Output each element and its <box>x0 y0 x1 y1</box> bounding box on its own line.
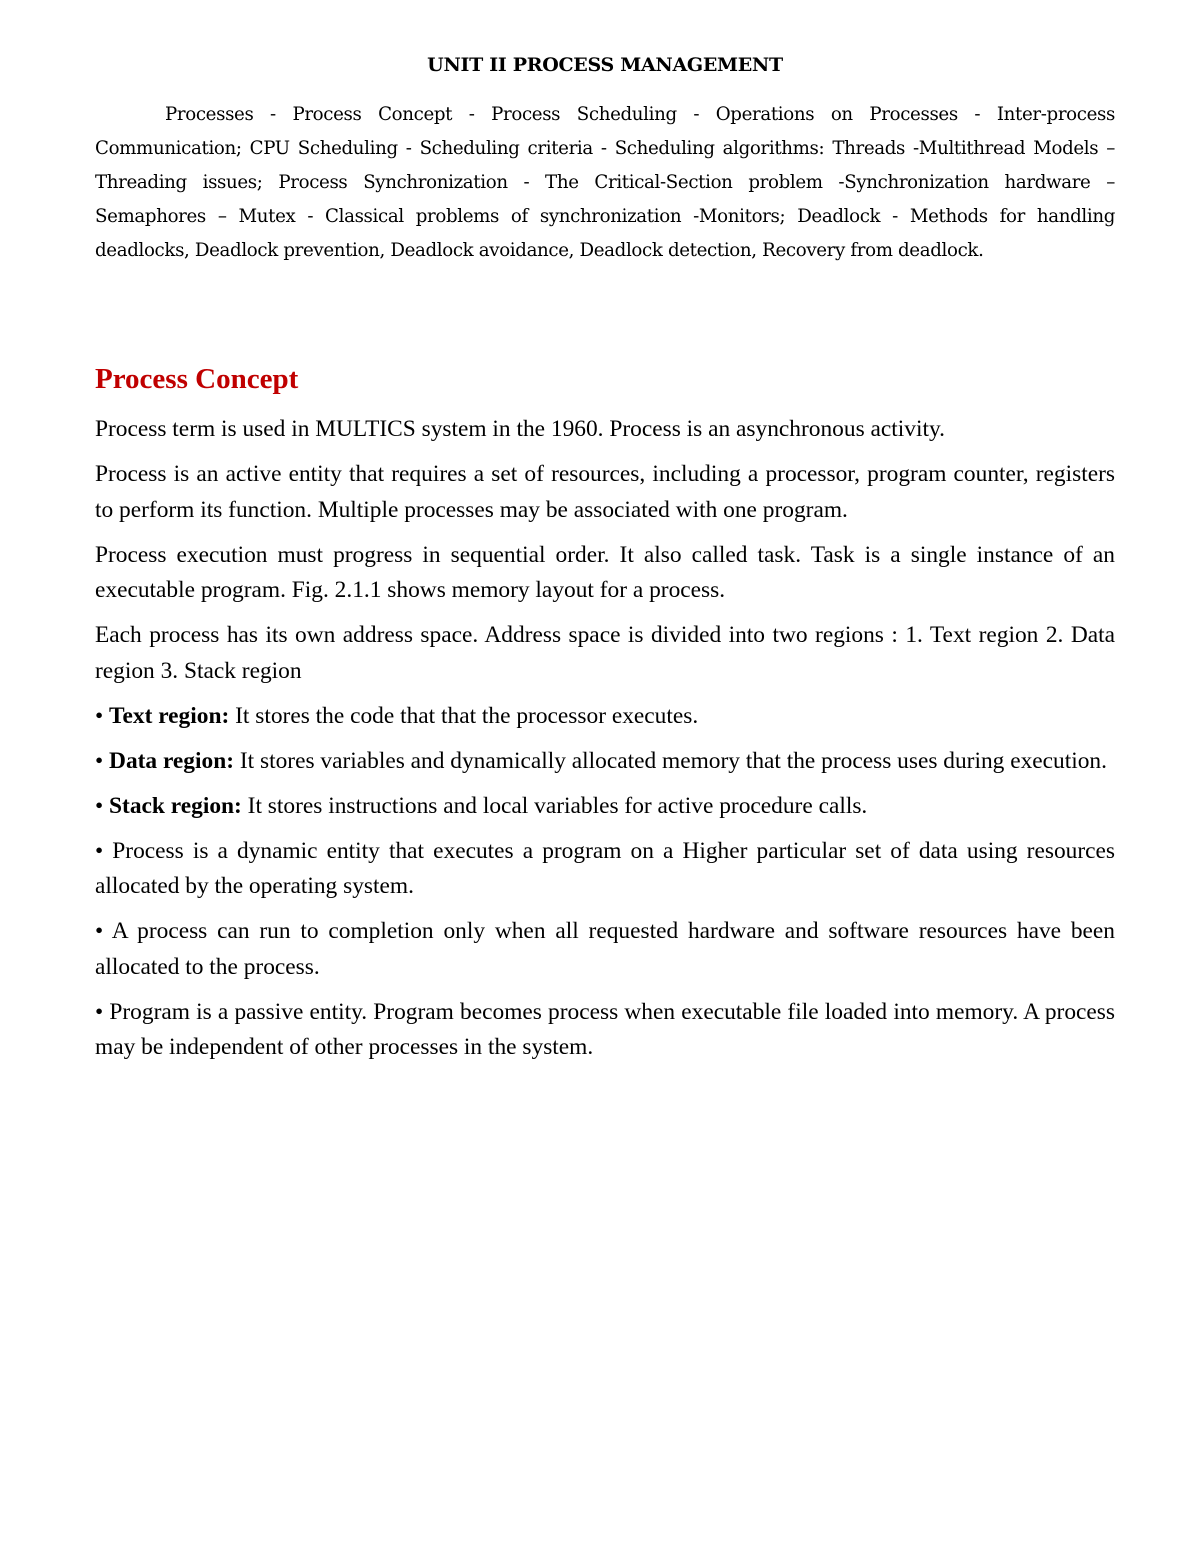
list-item-run-to-completion: • A process can run to completion only when all requested hardware and software resources have been allocated to the process. <box>95 918 1115 980</box>
desc-text-region: It stores the code that that the processor executes. <box>229 702 699 729</box>
term-data-region: Data region: <box>109 747 234 774</box>
list-item-passive-entity: • Program is a passive entity. Program becomes process when executable file loaded into memory. A process may be independent of other processes in the system. <box>95 998 1115 1060</box>
section-heading: Process Concept <box>95 363 299 395</box>
term-text-region: Text region: <box>109 702 230 729</box>
paragraph-multics: Process term is used in MULTICS system in the 1960. Process is an asynchronous activity. <box>95 416 945 442</box>
desc-data-region: It stores variables and dynamically allocated memory that the process uses during execution. <box>234 747 1107 774</box>
list-item-stack-region <box>95 789 1115 825</box>
unit-title: UNIT II PROCESS MANAGEMENT <box>427 54 783 76</box>
term-stack-region: Stack region: <box>109 792 242 819</box>
bullet: • <box>95 747 110 774</box>
list-item-text-region <box>95 699 1115 735</box>
paragraph-active-entity: Process is an active entity that requires a set of resources, including a processor, program counter, registers to perform its function. Multiple processes may be associated with one program. <box>95 461 1115 523</box>
paragraph-sequential-order: Process execution must progress in sequential order. It also called task. Task is a single instance of an executable program. Fig. 2.1.1 shows memory layout for a process. <box>95 541 1115 603</box>
syllabus-paragraph: Processes - Process Concept - Process Scheduling - Operations on Processes - Inter-process Communication; CPU Scheduling - Scheduling criteria - Scheduling algorithms: Threads -Multithread Models – Threading issues; Process Synchronization - The Critical-Section problem -Synchronization hardware – Semaphores – Mutex - Classical problems of synchronization -Monitors; Deadlock - Methods for handling deadlocks, Deadlock prevention, Deadlock avoidance, Deadlock detection, Recovery from deadlock. <box>95 104 1115 261</box>
section-body <box>95 412 1115 1075</box>
bullet: • <box>95 702 110 729</box>
list-item-data-region <box>95 744 1115 780</box>
paragraph-address-space: Each process has its own address space. Address space is divided into two regions : 1. Text region 2. Data region 3. Stack region <box>95 622 1115 684</box>
desc-stack-region: It stores instructions and local variables for active procedure calls. <box>241 792 868 819</box>
list-item-dynamic-entity: • Process is a dynamic entity that executes a program on a Higher particular set of data using resources allocated by the operating system. <box>95 837 1115 899</box>
bullet: • <box>95 792 110 819</box>
